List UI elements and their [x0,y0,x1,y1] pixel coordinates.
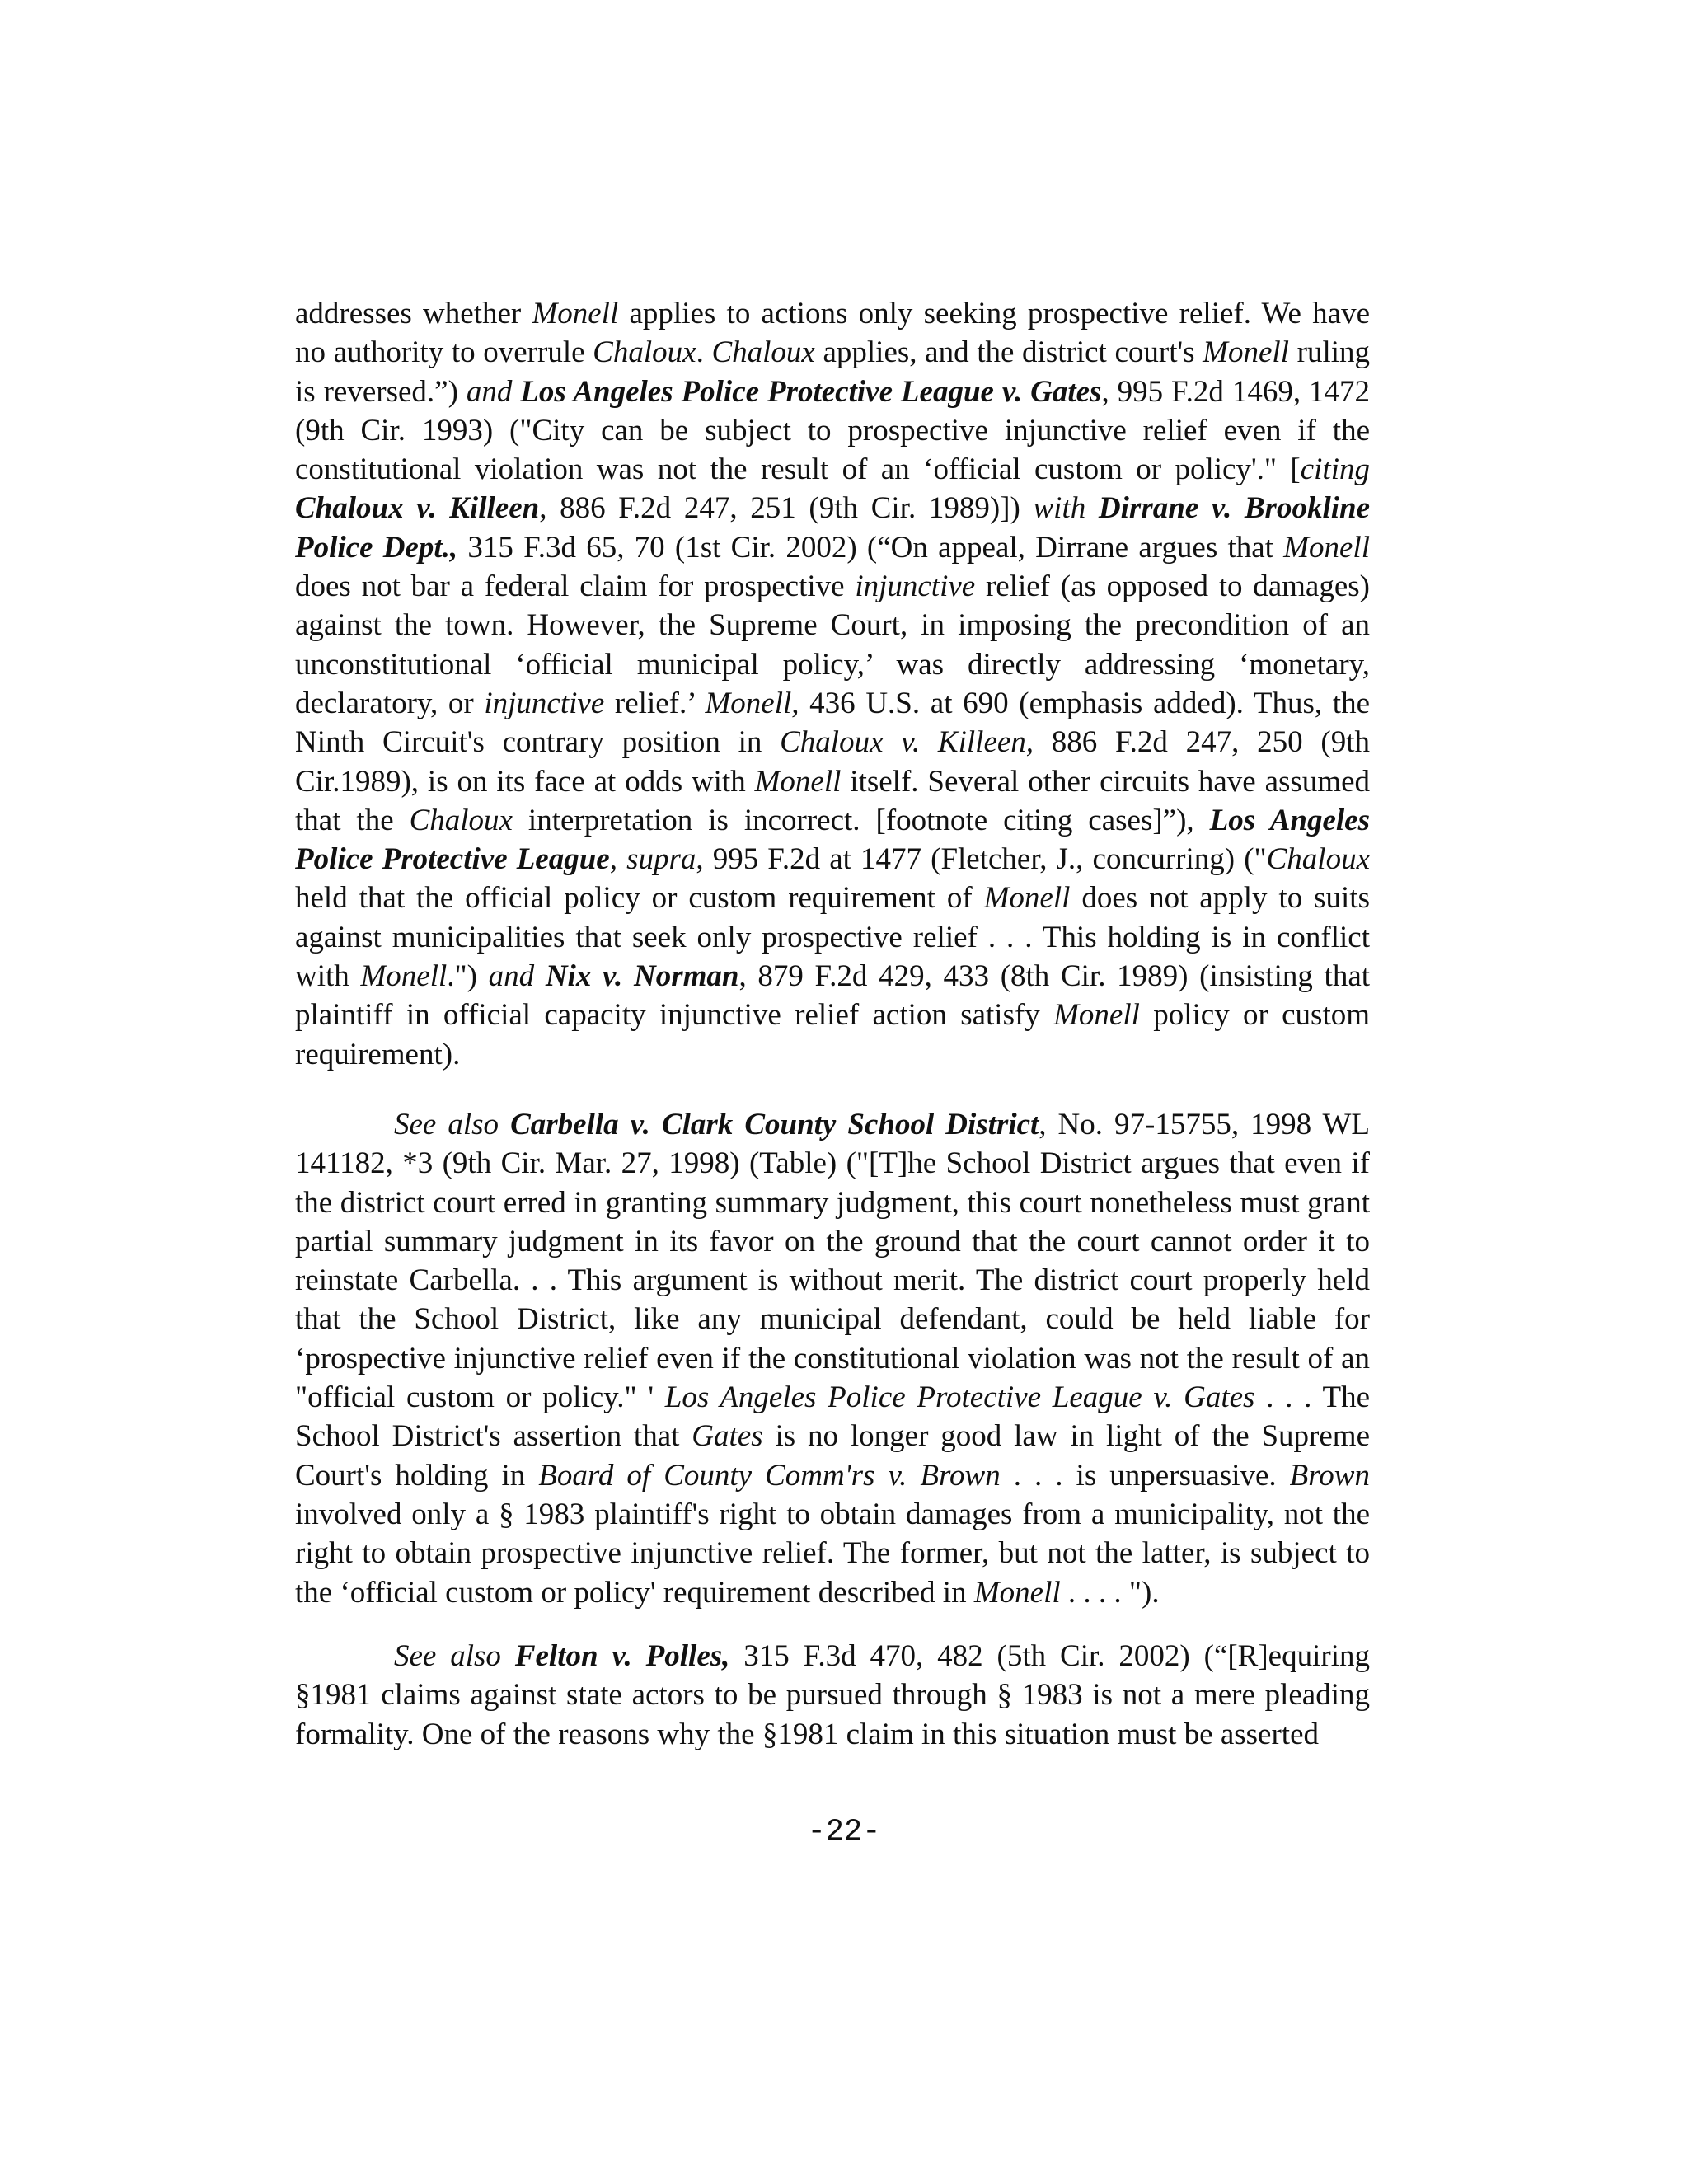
emphasis-text: injunctive [484,686,605,720]
case-citation: Felton v. Polles, [514,1639,730,1673]
emphasis-text: supra [626,842,696,877]
emphasis-text: citing [1300,452,1370,487]
emphasis-text: Monell, [705,686,799,720]
case-citation: Los Angeles Police Protective League [295,803,1370,877]
emphasis-text: Monell [973,1575,1061,1610]
emphasis-text: Los Angeles Police Protective League v. Gates [664,1380,1255,1415]
emphasis-text: Monell [532,297,619,330]
emphasis-text: and [488,959,535,994]
emphasis-text: See also [394,1639,501,1673]
case-citation: Chaloux v. Killeen [295,491,540,526]
emphasis-text: Gates [692,1419,763,1454]
case-citation: Dirrane v. Brookline Police Dept., [295,491,1370,565]
emphasis-text: Brown [1289,1458,1370,1493]
case-citation: Carbella v. Clark County School District [510,1108,1039,1141]
emphasis-text: See also [394,1108,499,1141]
emphasis-text: Chaloux v. Killeen, [780,725,1034,760]
paragraph-3-text: See also Felton v. Polles, 315 F.3d 470, 482 (5th Cir. 2002) (“[R]equiring §1981 claims against state actors to be pursued through § 1983 is not a mere pleading formality. One of the reasons why the §1981 claim in this situation must be asserted [295,1639,1370,1751]
emphasis-text: Chaloux [593,335,696,370]
paragraph-2 [295,1105,1370,1612]
case-citation: Nix v. Norman [545,959,739,994]
emphasis-text: and [466,374,513,409]
page-number: -22- [807,1815,881,1849]
paragraph-3 [295,1637,1370,1754]
emphasis-text: Monell [1053,998,1140,1033]
emphasis-text: with [1033,491,1086,526]
paragraph-1-text: addresses whether Monell applies to actions only seeking prospective relief. We have no authority to overrule Chaloux. Chaloux applies, and the district court's Monell ruling is reversed.”) and Los Angeles Police Protective League v. Gates, 995 F.2d 1469, 1472 (9th Cir. 1993) ("City can be subject to prospective injunctive relief even if the constitutional violation was not the result of an ‘official custom or policy'." [citing Chaloux v. Killeen, 886 F.2d 247, 251 (9th Cir. 1989)]) with Dirrane v. Brookline Police Dept., 315 F.3d 65, 70 (1st Cir. 2002) (“On appeal, Dirrane argues that Monell does not bar a federal claim for prospective injunctive relief (as opposed to damages) against the town. However, the Supreme Court, in imposing the precondition of an unconstitutional ‘official municipal policy,’ was directly addressing ‘monetary, declaratory, or injunctive relief.’ Monell, 436 U.S. at 690 (emphasis added). Thus, the Ninth Circuit's contrary position in Chaloux v. Killeen, 886 F.2d 247, 250 (9th Cir.1989), is on its face at odds with Monell itself. Several other circuits have assumed that the Chaloux interpretation is incorrect. [footnote citing cases]”), Los Angeles Police Protective League, supra, 995 F.2d at 1477 (Fletcher, J., concurring) ("Chaloux held that the official policy or custom requirement of Monell does not apply to suits against municipalities that seek only prospective relief . . . This holding is in conflict with Monell.") and Nix v. Norman, 879 F.2d 429, 433 (8th Cir. 1989) (insisting that plaintiff in official capacity injunctive relief action satisfy Monell policy or custom requirement). [295,297,1371,1071]
case-citation: Los Angeles Police Protective League v. Gates [520,374,1102,409]
emphasis-text: Monell [983,881,1071,916]
emphasis-text: Monell [1283,530,1370,565]
emphasis-text: Chaloux [409,803,513,837]
emphasis-text: Board of County Comm'rs v. Brown [538,1458,1001,1493]
paragraph-2-text: See also Carbella v. Clark County School District, No. 97-15755, 1998 WL 141182, *3 (9th Cir. Mar. 27, 1998) (Table) ("[T]he School District argues that even if the district court erred in granting summary judgment, this court nonetheless must grant partial summary judgment in its favor on the ground that the court cannot order it to reinstate Carbella. . . This argument is without merit. The district court properly held that the School District, like any municipal defendant, could be held liable for ‘prospective injunctive relief even if the constitutional violation was not the result of an "official custom or policy." ' Los Angeles Police Protective League v. Gates . . . The School District's assertion that Gates is no longer good law in light of the Supreme Court's holding in Board of County Comm'rs v. Brown . . . is unpersuasive. Brown involved only a § 1983 plaintiff's right to obtain damages from a municipality, not the right to obtain prospective injunctive relief. The former, but not the latter, is subject to the ‘official custom or policy' requirement described in Monell . . . . "). [295,1108,1370,1610]
paragraph-1 [295,294,1370,1074]
emphasis-text: Monell [360,959,448,994]
emphasis-text: Chaloux [1266,842,1371,877]
emphasis-text: Monell [754,764,842,799]
emphasis-text: injunctive [855,569,976,604]
emphasis-text: Chaloux [711,335,815,370]
emphasis-text: Monell [1203,335,1289,370]
